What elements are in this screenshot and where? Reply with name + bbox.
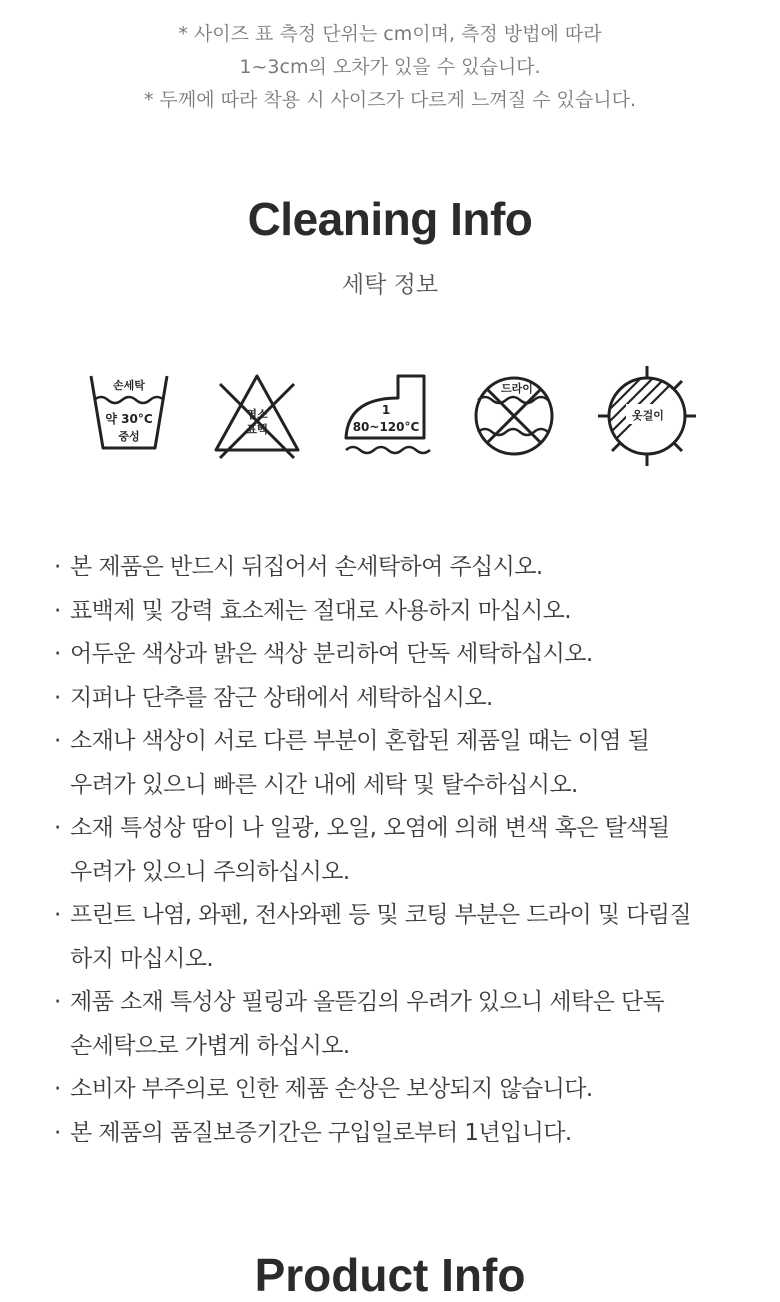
handwash-detergent: 중성: [118, 430, 140, 443]
note-text: 지퍼나 단추를 잠근 상태에서 세탁하십시오.: [70, 684, 493, 711]
bullet: ·: [54, 554, 61, 580]
section-title: Cleaning Info: [247, 193, 533, 245]
note-text: 어두운 색상과 밝은 색상 분리하여 단독 세탁하십시오.: [70, 641, 593, 667]
bullet: ·: [54, 1076, 61, 1102]
list-item: [54, 720, 754, 807]
note-text-continued: 손세탁으로 가볍게 하십시오.: [70, 1032, 350, 1059]
note-text: 프린트 나염, 와펜, 전사와펜 등 및 코팅 부분은 드라이 및 다림질: [70, 902, 691, 928]
note-text: 표백제 및 강력 효소제는 절대로 사용하지 마십시오.: [70, 597, 571, 624]
list-item: [54, 1068, 754, 1112]
iron-icon: [334, 362, 444, 472]
bullet: ·: [54, 684, 61, 711]
note-text: 소재나 색상이 서로 다른 부분이 혼합된 제품일 때는 이염 될: [70, 728, 650, 754]
size-note: [0, 18, 780, 117]
iron-temp: 80~120°C: [352, 420, 420, 434]
care-notes-list: [54, 546, 754, 1155]
bullet: ·: [54, 989, 61, 1015]
no-bleach-icon: [202, 362, 312, 472]
no-bleach-label-2: 표백: [246, 423, 268, 436]
bullet: ·: [54, 641, 61, 667]
note-text-continued: 우려가 있으니 주의하십시오.: [70, 858, 350, 885]
next-section-title: Product Info: [254, 1249, 526, 1301]
list-item: [54, 894, 754, 981]
handwash-label: 손세탁: [113, 379, 145, 392]
bullet: ·: [54, 728, 61, 754]
size-note-line-1: * 사이즈 표 측정 단위는 cm이며, 측정 방법에 따라: [178, 23, 602, 45]
list-item: [54, 981, 754, 1068]
iron-level: 1: [381, 403, 391, 417]
list-item: [54, 807, 754, 894]
no-dry-clean-icon: [459, 362, 569, 472]
handwash-icon: [74, 362, 184, 472]
care-icons: [0, 362, 780, 472]
note-text: 본 제품은 반드시 뒤집어서 손세탁하여 주십시오.: [70, 554, 543, 580]
note-text-continued: 우려가 있으니 빠른 시간 내에 세탁 및 탈수하십시오.: [70, 771, 578, 798]
bullet: ·: [54, 815, 61, 841]
bullet: ·: [54, 902, 61, 928]
no-bleach-label-1: 염소: [246, 408, 268, 421]
bullet: ·: [54, 1119, 61, 1146]
size-note-line-3: * 두께에 따라 착용 시 사이즈가 다르게 느껴질 수 있습니다.: [143, 89, 637, 111]
list-item: [54, 590, 754, 634]
list-item: [54, 677, 754, 721]
section-subtitle: 세탁 정보: [341, 272, 439, 298]
note-text: 본 제품의 품질보증기간은 구입일로부터 1년입니다.: [70, 1119, 572, 1146]
list-item: [54, 1112, 754, 1156]
handwash-temp: 약 30°C: [105, 412, 153, 426]
note-text-continued: 하지 마십시오.: [70, 945, 214, 972]
size-note-line-2: 1~3cm의 오차가 있을 수 있습니다.: [239, 56, 541, 78]
hanger-label: 옷걸이: [632, 409, 664, 422]
note-text: 소비자 부주의로 인한 제품 손상은 보상되지 않습니다.: [70, 1076, 593, 1102]
note-text: 소재 특성상 땀이 나 일광, 오일, 오염에 의해 변색 혹은 탈색될: [70, 815, 670, 841]
no-dry-label: 드라이: [501, 382, 533, 395]
list-item: [54, 633, 754, 677]
note-text: 제품 소재 특성상 필링과 올뜯김의 우려가 있으니 세탁은 단독: [70, 989, 665, 1015]
bullet: ·: [54, 597, 61, 624]
hanger-dry-icon: [592, 362, 702, 472]
list-item: [54, 546, 754, 590]
